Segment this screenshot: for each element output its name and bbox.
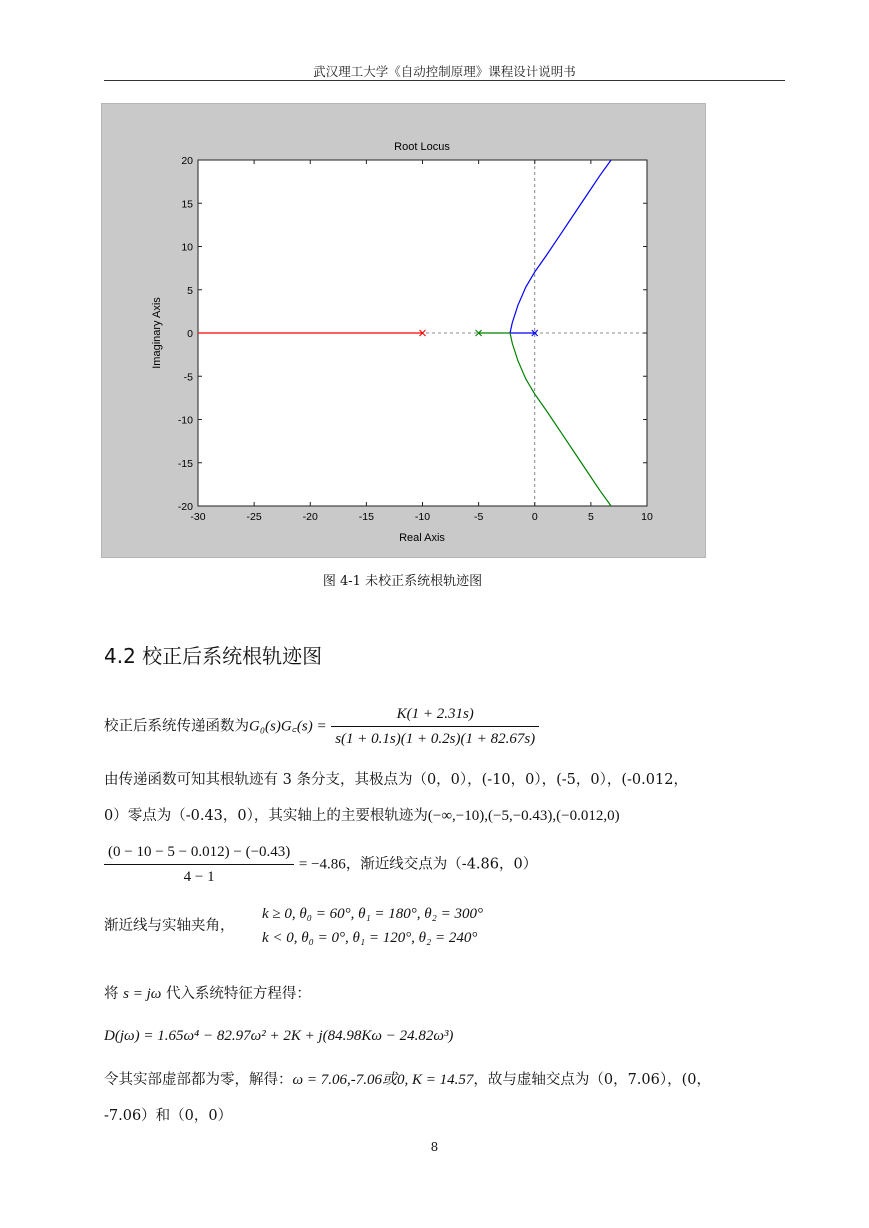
- angles-line-1: k ≥ 0, θ₀ = 60°, θ₁ = 180°, θ₂ = 300°: [262, 906, 484, 922]
- branches-text: 0）零点为（-0.43，0），其实轴上的主要根轨迹为: [104, 808, 428, 824]
- x-tick-label: 10: [641, 511, 653, 523]
- solution-eq: ω = 7.06,-7.06或0, K = 14.57: [292, 1072, 474, 1088]
- angles-prefix: 渐近线与实轴夹角，: [104, 918, 235, 934]
- figure-caption: 图 4-1 未校正系统根轨迹图: [322, 574, 483, 589]
- x-tick-label: -10: [414, 511, 431, 523]
- x-tick-label: -5: [473, 511, 484, 523]
- x-tick-label: 5: [587, 511, 594, 523]
- asymptote-denominator: 4 − 1: [183, 869, 215, 885]
- y-tick-label: -20: [177, 501, 193, 513]
- x-axis-label: Real Axis: [399, 532, 445, 544]
- root-locus-chart: [102, 104, 705, 557]
- y-tick-label: 5: [187, 284, 193, 297]
- substitute-eq: s = jω: [123, 986, 162, 1002]
- transfer-lhs: G₀(s)G꜀(s) =: [249, 718, 327, 735]
- x-tick-label: -20: [302, 511, 318, 523]
- x-tick-label: -15: [358, 511, 374, 523]
- x-tick-label: -25: [246, 511, 262, 523]
- substitute-line: [104, 984, 311, 1004]
- asymptote-suffix: ，渐近线交点为（-4.86，0）: [345, 856, 538, 873]
- page-number: 8: [430, 1140, 439, 1154]
- transfer-fraction: [331, 704, 539, 749]
- substitute-pre: 将: [104, 986, 119, 1002]
- solution-line-1: [104, 1070, 794, 1090]
- solution-pre: 令其实部虚部都为零，解得：: [104, 1072, 293, 1088]
- section-title: 4.2 校正后系统根轨迹图: [104, 644, 323, 668]
- transfer-prefix: 校正后系统传递函数为: [104, 718, 249, 735]
- asymptote-result: = −4.86: [298, 856, 346, 873]
- transfer-function-line: [104, 704, 539, 749]
- y-tick-label: -5: [183, 371, 193, 384]
- asymptote-line: [104, 842, 537, 887]
- y-tick-label: -10: [177, 414, 193, 427]
- y-tick-label: 20: [181, 155, 193, 167]
- y-tick-label: 10: [181, 241, 193, 254]
- x-tick-label: -30: [190, 511, 206, 523]
- solution-line-2: -7.06）和（0，0）: [104, 1108, 233, 1124]
- y-axis-label: Imaginary Axis: [151, 297, 163, 369]
- substitute-post: 代入系统特征方程得：: [165, 986, 311, 1002]
- angles-line-2: k < 0, θ₀ = 0°, θ₁ = 120°, θ₂ = 240°: [262, 930, 478, 946]
- header-rule: [104, 80, 785, 81]
- page-header: 武汉理工大学《自动控制原理》课程设计说明书: [313, 64, 576, 79]
- branches-line-2: [104, 806, 620, 826]
- root-locus-figure: [101, 103, 706, 558]
- asymptote-fraction: [104, 842, 294, 887]
- y-tick-label: 15: [181, 198, 193, 211]
- branches-line-1: 由传递函数可知其根轨迹有 3 条分支，其极点为（0，0），(-10，0），(-5，0），(-0.012，: [104, 772, 688, 788]
- asymptote-numerator: (0 − 10 − 5 − 0.012) − (−0.43): [104, 842, 294, 865]
- y-tick-label: 0: [187, 328, 193, 340]
- solution-post: ，故与虚轴交点为（0，7.06），(0，: [473, 1072, 711, 1088]
- characteristic-equation: D(jω) = 1.65ω⁴ − 82.97ω² + 2K + j(84.98Kω − 24.82ω³): [104, 1028, 454, 1044]
- x-tick-label: 0: [531, 511, 538, 523]
- real-axis-segments: (−∞,−10),(−5,−0.43),(−0.012,0): [427, 808, 620, 824]
- transfer-denominator: s(1 + 0.1s)(1 + 0.2s)(1 + 82.67s): [335, 731, 536, 747]
- chart-title: Root Locus: [394, 141, 450, 153]
- transfer-numerator: K(1 + 2.31s): [331, 704, 539, 727]
- y-tick-label: -15: [177, 457, 193, 470]
